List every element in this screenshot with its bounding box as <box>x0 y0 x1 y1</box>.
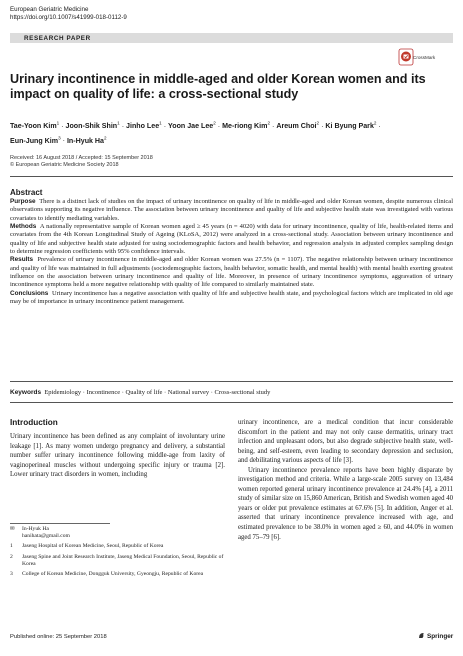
author-list: Tae-Yoon Kim$^1$ · Joon-Shik Shin$^1$ · Jinho Lee$^1$ · Yoon Jae Lee$^2$ · Me-riong Kim$^2$ · Areum Choi$^2$ · Ki Byung Park$^2$ · Eun-Jung Kim$^3$ · In-Hyuk Ha$^2$ <box>10 121 381 145</box>
right-column <box>238 418 453 542</box>
author[interactable]: In-Hyuk Ha$^2$ <box>66 135 107 145</box>
crossmark-icon[interactable] <box>398 48 414 66</box>
article-type-label: RESEARCH PAPER <box>24 34 91 42</box>
correspondence-rule <box>10 523 110 524</box>
keywords-rule <box>10 402 453 403</box>
intro-heading: Introduction <box>10 418 58 427</box>
doi-link[interactable]: https://doi.org/10.1007/s41999-018-0112-9 <box>10 14 127 21</box>
abstract-conclusions: Conclusions Urinary incontinence has a negative association with quality of life and subjective health state, and psychological factors which are implicated in old age may be of importance in urinary incontinence patient management. <box>10 289 453 306</box>
journal-header <box>10 6 127 22</box>
corresponding-author: ✉ In-Hyuk Ha hanihata@gmail.com <box>10 526 70 540</box>
publisher-logo: Springer <box>418 632 453 640</box>
left-column <box>10 418 225 480</box>
crossmark-label: CrossMark <box>413 55 436 60</box>
article-title: Urinary incontinence in middle-aged and older Korean women and its impact on quality of life: a cross-sectional study <box>10 72 426 101</box>
abstract-top-rule <box>10 176 453 177</box>
received-accepted: Received: 16 August 2018 / Accepted: 15 September 2018 <box>10 155 153 161</box>
keywords: Keywords Epidemiology · Incontinence · Quality of life · National survey · Cross-sectional study <box>10 389 271 396</box>
affiliation: 3 College of Korean Medicine, Dongguk University, Gyeongju, Republic of Korea <box>10 571 204 578</box>
article-type-bar <box>10 33 453 43</box>
author[interactable]: Areum Choi$^2$ <box>276 121 320 131</box>
intro-paragraph: urinary incontinence, are a medical condition that incur considerable discomfort in the patient and may not only cause dermatitis, urinary tract infection and unpleasant odors, but also degrade subjective health state, well-being, and self-esteem, even leading to secondary depression and seclusion, and debilitating various aspects of life [3]. <box>238 419 453 465</box>
abstract-purpose: Purpose There is a distinct lack of studies on the impact of urinary incontinence on quality of life in middle-aged and older Korean women, despite numerous clinical observations supporting its negative influence. The association between urinary incontinence and quality of life and subjective health state was investigated with various covariates to identify mediating variables. <box>10 198 453 222</box>
copyright: © European Geriatric Medicine Society 2018 <box>10 162 119 168</box>
envelope-icon: ✉ <box>10 526 15 532</box>
email-link[interactable]: hanihata@gmail.com <box>22 533 70 540</box>
journal-name: European Geriatric Medicine <box>10 6 89 13</box>
author[interactable]: Eun-Jung Kim$^3$ <box>10 135 61 145</box>
abstract-body <box>10 198 453 306</box>
affiliation: 2 Jaseng Spine and Joint Research Institute, Jaseng Medical Foundation, Seoul, Republic of Korea <box>10 553 224 567</box>
abstract-heading: Abstract <box>10 188 43 197</box>
abstract-methods: Methods A nationally representative sample of Korean women aged ≥ 45 years (n = 4020) with data for urinary incontinence, quality of life, health-related items and covariates from the 4th Korean Longitudinal Study of Ageing (KLoSA, 2012) were analyzed in a cross-sectional study. Association between urinary incontinence and quality of life and subjective health state adjusted for using sociodemographic factors and health behavior, and regression analysis in adjusted complex sampling design to determine regression coefficients with 95% confidence intervals. <box>10 223 453 256</box>
author[interactable]: Jinho Lee$^1$ <box>126 121 162 131</box>
author[interactable]: Joon-Shik Shin$^1$ <box>65 121 120 131</box>
intro-paragraph: Urinary incontinence has been defined as any complaint of involuntary urine leakage [1]. As many women undergo pregnancy and delivery, a substantial number suffer urinary incontinence following middle-age from laxity of vaginoperineal muscles without undergoing specific injury or trauma [2]. Lower urinary tract disorders in women, including <box>10 433 225 479</box>
abstract-bottom-rule <box>10 381 453 382</box>
author[interactable]: Yoon Jae Lee$^2$ <box>168 121 216 131</box>
springer-horse-icon <box>418 632 425 639</box>
article-dates <box>10 155 153 169</box>
published-date: Published online: 25 September 2018 <box>10 634 107 640</box>
affiliation: 1 Jaseng Hospital of Korean Medicine, Seoul, Republic of Korea <box>10 543 164 550</box>
correspondence-block <box>10 526 225 581</box>
abstract-results: Results Prevalence of urinary incontinence in middle-aged and older Korean women was 27.5% (n = 1107). The negative relationship between urinary incontinence and quality of life was maintained in full adjustments (sociodemographic factors, health behavior, somatic health, and mental health) with mental health exerting greatest influence on the association between urinary incontinence and quality of life. Moreover, in presence of urinary incontinence symptoms, aggravation of urinary incontinence symptoms held a more negative relationship with quality of life compared to similarly maintained state. <box>10 256 454 289</box>
author[interactable]: Ki Byung Park$^2$ <box>325 121 377 131</box>
author[interactable]: Tae-Yoon Kim$^1$ <box>10 121 60 131</box>
author[interactable]: Me-riong Kim$^2$ <box>222 121 271 131</box>
intro-paragraph: Urinary incontinence prevalence reports have been highly disparate by investigation method and criteria. While a large-scale 2005 survey on 13,484 women reported general urinary incontinence prevalence at 24.4% [4], a 2011 study of similar size on 15,860 American, British and Swedish women aged 40 years or older put prevalence estimates at 67.6% [5]. In addition, Anger et al. asserted that urinary incontinence prevalence increased with age, and estimated prevalence to be 38.0% in women aged ≥ 60, and 44.0% in women aged 75–79 [6]. <box>238 466 453 541</box>
